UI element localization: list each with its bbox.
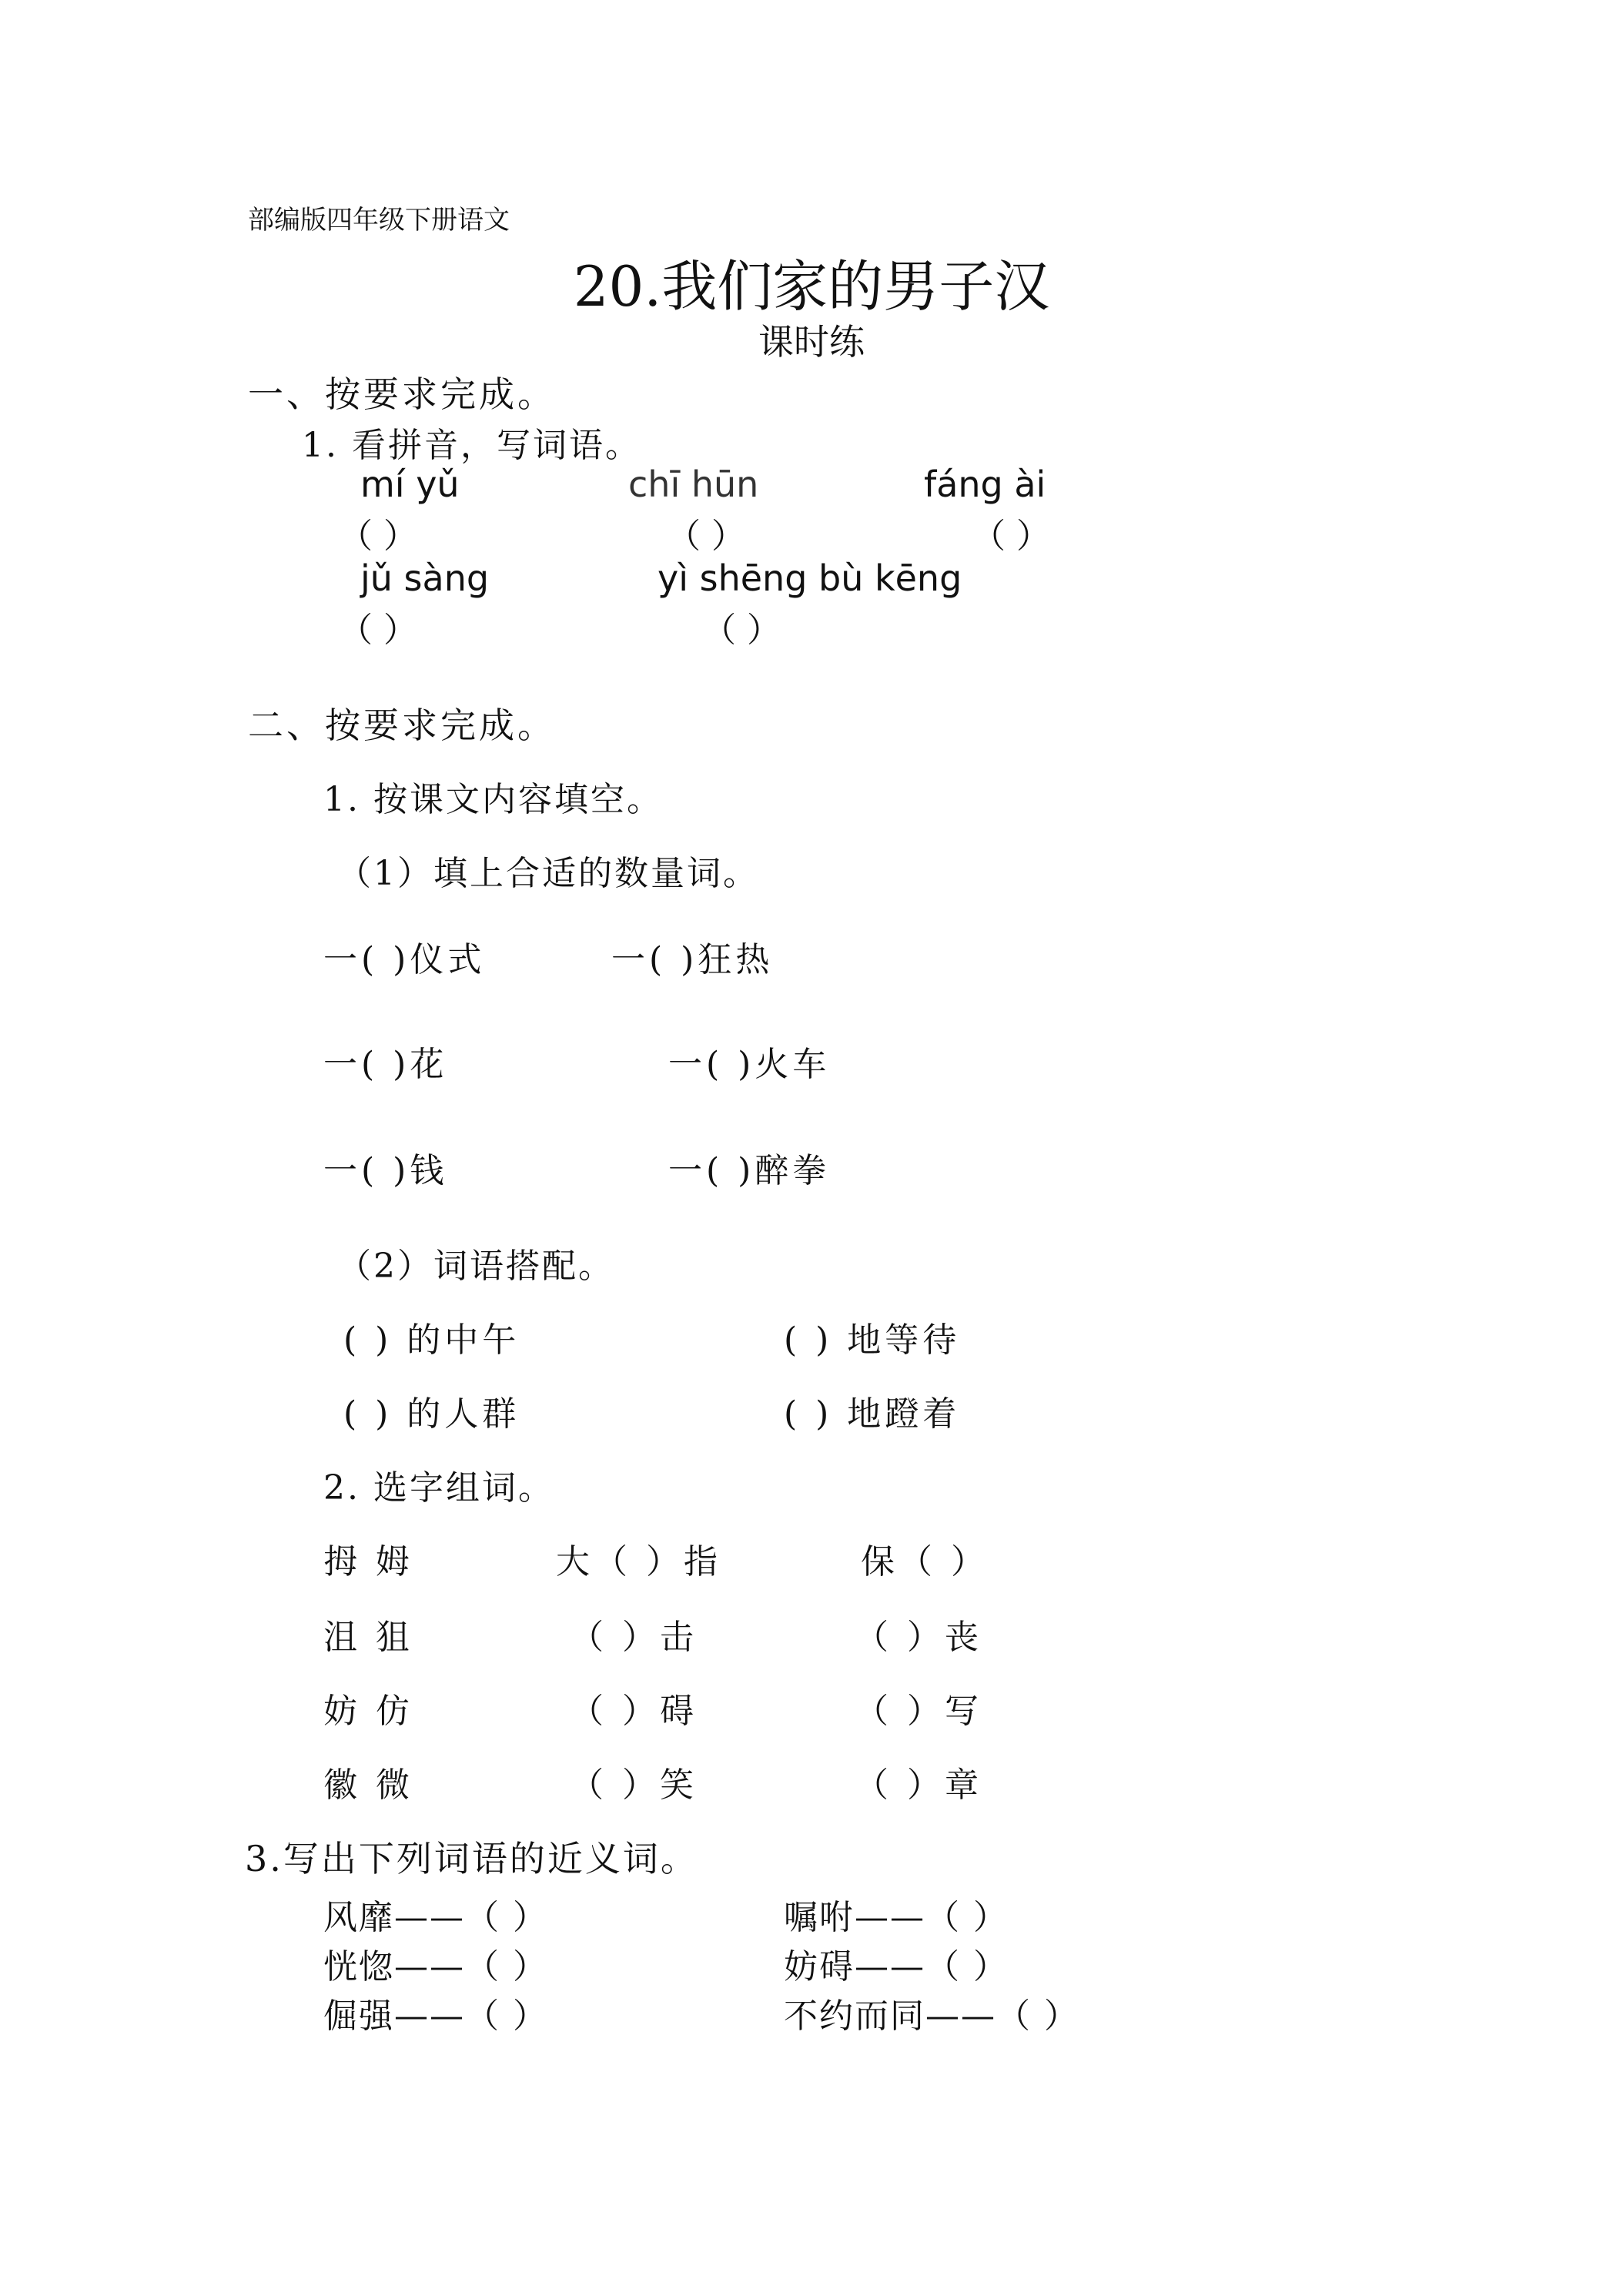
- section2-sub2: （2）词语搭配。: [337, 1247, 614, 1286]
- pick-word-2a[interactable]: （ ）击: [570, 1618, 698, 1657]
- answer-blank-3[interactable]: （ ）: [972, 517, 1050, 556]
- measure-word-2[interactable]: 一( )狂热: [611, 940, 774, 979]
- pick-chars-4: 徽 微: [323, 1766, 413, 1805]
- pinyin-5: yì shēng bù kēng: [658, 557, 962, 599]
- pick-word-1a[interactable]: 大（ ）指: [556, 1542, 721, 1581]
- measure-word-1[interactable]: 一( )仪式: [323, 940, 486, 979]
- synonym-6[interactable]: 不约而同——（ ）: [784, 1996, 1079, 2036]
- pinyin-2: chī hūn: [628, 464, 759, 505]
- section1-heading: 一、按要求完成。: [248, 373, 556, 415]
- synonym-4[interactable]: 妨碍——（ ）: [784, 1947, 1009, 1986]
- measure-word-6[interactable]: 一( )醉拳: [668, 1151, 831, 1190]
- pinyin-1: mí yǔ: [360, 464, 460, 505]
- collocation-4[interactable]: ( ) 地蹬着: [784, 1394, 961, 1434]
- synonym-3[interactable]: 恍惚——（ ）: [323, 1947, 548, 1986]
- answer-blank-1[interactable]: （ ）: [339, 517, 417, 556]
- pick-word-2b[interactable]: （ ）丧: [855, 1618, 982, 1657]
- pick-word-4a[interactable]: （ ）笑: [570, 1766, 698, 1805]
- section2-question2: 2. 选字组词。: [323, 1468, 554, 1508]
- pick-chars-2: 沮 狙: [323, 1618, 413, 1657]
- section1-question1: 1. 看拼音，写词语。: [302, 426, 641, 465]
- collocation-1[interactable]: ( ) 的中午: [343, 1320, 520, 1360]
- pick-word-3a[interactable]: （ ）碍: [570, 1692, 698, 1731]
- pick-word-4b[interactable]: （ ）章: [855, 1766, 982, 1805]
- pick-chars-3: 妨 仿: [323, 1692, 413, 1731]
- pick-chars-1: 拇 姆: [323, 1542, 413, 1581]
- section2-heading: 二、按要求完成。: [248, 705, 556, 746]
- doc-header: 部编版四年级下册语文: [248, 205, 510, 236]
- synonym-1[interactable]: 风靡——（ ）: [323, 1898, 548, 1937]
- section2-question1: 1. 按课文内容填空。: [323, 780, 663, 819]
- synonym-2[interactable]: 嘱咐——（ ）: [784, 1898, 1009, 1937]
- collocation-2[interactable]: ( ) 地等待: [784, 1320, 961, 1360]
- answer-blank-2[interactable]: （ ）: [667, 517, 745, 556]
- synonym-5[interactable]: 倔强——（ ）: [323, 1996, 548, 2036]
- measure-word-4[interactable]: 一( )火车: [668, 1045, 831, 1084]
- pinyin-3: fáng ài: [924, 464, 1046, 505]
- page-title: 20.我们家的男子汉: [573, 254, 1050, 319]
- section3-heading: 3.写出下列词语的近义词。: [245, 1838, 698, 1879]
- measure-word-5[interactable]: 一( )钱: [323, 1151, 448, 1190]
- pinyin-4: jǔ sàng: [360, 557, 490, 599]
- section2-sub1: （1）填上合适的数量词。: [337, 854, 759, 893]
- measure-word-3[interactable]: 一( )花: [323, 1045, 448, 1084]
- pick-word-3b[interactable]: （ ）写: [855, 1692, 982, 1731]
- page-subtitle: 课时练: [758, 321, 865, 363]
- answer-blank-5[interactable]: （ ）: [702, 611, 781, 650]
- pick-word-1b[interactable]: 保（ ）: [861, 1542, 989, 1581]
- collocation-3[interactable]: ( ) 的人群: [343, 1394, 520, 1434]
- answer-blank-4[interactable]: （ ）: [339, 611, 417, 650]
